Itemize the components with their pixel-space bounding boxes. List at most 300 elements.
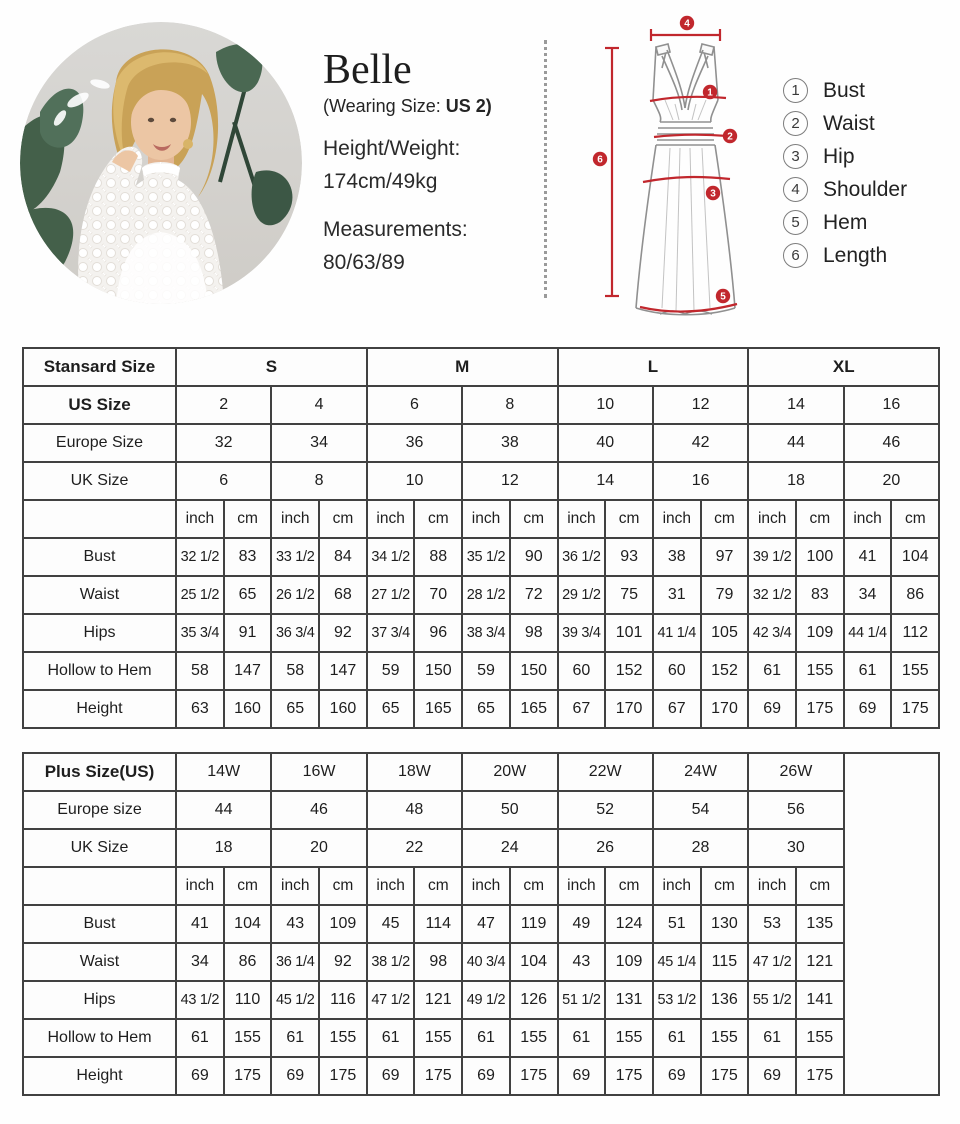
measurement-cell: 65 xyxy=(462,690,510,728)
unit-header-cell: cm xyxy=(510,500,558,538)
dress-diagram xyxy=(590,8,775,320)
measurement-cell: 155 xyxy=(224,1019,272,1057)
unit-header-cell: inch xyxy=(653,867,701,905)
uk-size-cell: 12 xyxy=(462,462,557,500)
measurement-cell: 34 xyxy=(176,943,224,981)
measurement-cell: 175 xyxy=(605,1057,653,1095)
us-size-cell: 16 xyxy=(844,386,939,424)
europe-size-cell: 34 xyxy=(271,424,366,462)
measurement-cell: 79 xyxy=(701,576,749,614)
circled-number-icon: 6 xyxy=(783,243,808,268)
measurement-cell: 40 3/4 xyxy=(462,943,510,981)
unit-header-cell: cm xyxy=(701,867,749,905)
marker-hem: 5 xyxy=(720,291,726,303)
measurement-cell: 104 xyxy=(891,538,939,576)
measurement-cell: 45 1/4 xyxy=(653,943,701,981)
measurement-cell: 91 xyxy=(224,614,272,652)
measurements xyxy=(323,214,538,279)
measurement-label: Waist xyxy=(23,943,176,981)
circled-number-icon: 5 xyxy=(783,210,808,235)
uk-size-cell: 14 xyxy=(558,462,653,500)
europe-size-cell: 46 xyxy=(271,791,366,829)
measurement-cell: 121 xyxy=(796,943,844,981)
measurement-cell: 70 xyxy=(414,576,462,614)
uk-size-cell: 20 xyxy=(271,829,366,867)
measurement-cell: 86 xyxy=(224,943,272,981)
europe-size-cell: 52 xyxy=(558,791,653,829)
uk-size-cell: 24 xyxy=(462,829,557,867)
unit-header-cell: inch xyxy=(367,500,415,538)
uk-size-cell: 16 xyxy=(653,462,748,500)
measurement-cell: 65 xyxy=(224,576,272,614)
measurements-value: 80/63/89 xyxy=(323,250,405,274)
europe-size-cell: 42 xyxy=(653,424,748,462)
measurement-cell: 90 xyxy=(510,538,558,576)
plus-size-row xyxy=(23,753,939,791)
uk-size-label: UK Size xyxy=(23,462,176,500)
uk-size-cell: 6 xyxy=(176,462,271,500)
size-group-row xyxy=(23,348,939,386)
measurement-cell: 155 xyxy=(510,1019,558,1057)
measurement-cell: 165 xyxy=(414,690,462,728)
uk-size-row xyxy=(23,462,939,500)
unit-header-cell: cm xyxy=(796,867,844,905)
measurement-cell: 147 xyxy=(224,652,272,690)
plus-size-title: Plus Size(US) xyxy=(23,753,176,791)
measurement-cell: 28 1/2 xyxy=(462,576,510,614)
europe-size-cell: 38 xyxy=(462,424,557,462)
measurement-cell: 92 xyxy=(319,943,367,981)
measurement-cell: 41 xyxy=(844,538,892,576)
measurement-cell: 69 xyxy=(271,1057,319,1095)
circled-number-icon: 2 xyxy=(783,111,808,136)
measurement-row xyxy=(23,576,939,614)
unit-header-cell: inch xyxy=(462,867,510,905)
wearing-size xyxy=(323,96,538,117)
wearing-size-label: (Wearing Size: xyxy=(323,96,441,117)
measurement-label: Bust xyxy=(23,905,176,943)
us-size-row xyxy=(23,386,939,424)
measurement-cell: 53 1/2 xyxy=(653,981,701,1019)
measurement-label: Bust xyxy=(23,538,176,576)
measure-lines xyxy=(605,29,737,312)
measurement-cell: 61 xyxy=(844,652,892,690)
measurement-cell: 55 1/2 xyxy=(748,981,796,1019)
legend-label: Hem xyxy=(823,210,868,234)
measurement-cell: 155 xyxy=(319,1019,367,1057)
uk-size-cell: 30 xyxy=(748,829,843,867)
measurement-cell: 109 xyxy=(319,905,367,943)
measurement-cell: 29 1/2 xyxy=(558,576,606,614)
uk-size-row xyxy=(23,829,939,867)
model-photo-illustration xyxy=(20,22,302,304)
measurement-cell: 45 1/2 xyxy=(271,981,319,1019)
marker-hip: 3 xyxy=(710,188,716,200)
marker-waist: 2 xyxy=(727,131,733,143)
legend-label: Length xyxy=(823,243,888,267)
measurement-cell: 36 3/4 xyxy=(271,614,319,652)
measurement-cell: 112 xyxy=(891,614,939,652)
measurement-cell: 69 xyxy=(844,690,892,728)
measurement-cell: 98 xyxy=(414,943,462,981)
measurement-cell: 60 xyxy=(558,652,606,690)
measurement-row xyxy=(23,652,939,690)
unit-header-cell: inch xyxy=(176,500,224,538)
measurement-cell: 175 xyxy=(510,1057,558,1095)
measurement-cell: 92 xyxy=(319,614,367,652)
unit-header-cell: cm xyxy=(414,500,462,538)
europe-size-cell: 44 xyxy=(176,791,271,829)
unit-header-cell: cm xyxy=(224,867,272,905)
measurement-row xyxy=(23,981,939,1019)
measurement-cell: 165 xyxy=(510,690,558,728)
measurement-row xyxy=(23,1019,939,1057)
unit-header-cell: cm xyxy=(319,867,367,905)
measurement-cell: 34 xyxy=(844,576,892,614)
unit-header-cell: inch xyxy=(748,500,796,538)
uk-size-cell: 28 xyxy=(653,829,748,867)
measurement-cell: 175 xyxy=(414,1057,462,1095)
measurement-label: Hips xyxy=(23,614,176,652)
unit-header-cell: inch xyxy=(176,867,224,905)
us-size-cell: 2 xyxy=(176,386,271,424)
measurement-cell: 39 3/4 xyxy=(558,614,606,652)
measurement-cell: 105 xyxy=(701,614,749,652)
size-group-header: S xyxy=(176,348,367,386)
measurement-cell: 43 xyxy=(558,943,606,981)
us-size-cell: 12 xyxy=(653,386,748,424)
dress-diagram-svg xyxy=(590,8,775,320)
measurement-cell: 175 xyxy=(796,690,844,728)
measurement-cell: 141 xyxy=(796,981,844,1019)
measurement-cell: 61 xyxy=(558,1019,606,1057)
measurement-cell: 49 1/2 xyxy=(462,981,510,1019)
measurement-cell: 34 1/2 xyxy=(367,538,415,576)
europe-size-cell: 48 xyxy=(367,791,462,829)
measurement-cell: 136 xyxy=(701,981,749,1019)
measurement-cell: 96 xyxy=(414,614,462,652)
measurement-cell: 35 3/4 xyxy=(176,614,224,652)
measurement-cell: 38 3/4 xyxy=(462,614,510,652)
measurement-cell: 116 xyxy=(319,981,367,1019)
measurement-cell: 88 xyxy=(414,538,462,576)
dress-fold-lines xyxy=(662,100,710,311)
measurement-cell: 38 1/2 xyxy=(367,943,415,981)
measurement-cell: 175 xyxy=(891,690,939,728)
wearing-size-value: US 2) xyxy=(445,96,492,117)
plus-size-table xyxy=(22,752,940,1096)
measurement-cell: 104 xyxy=(224,905,272,943)
legend-item-shoulder xyxy=(783,173,948,206)
measurement-cell: 47 1/2 xyxy=(367,981,415,1019)
measurement-cell: 53 xyxy=(748,905,796,943)
measurement-cell: 42 3/4 xyxy=(748,614,796,652)
europe-size-row xyxy=(23,791,939,829)
marker-bust: 1 xyxy=(707,87,713,99)
measurement-cell: 69 xyxy=(748,1057,796,1095)
measurement-cell: 72 xyxy=(510,576,558,614)
measurement-cell: 43 1/2 xyxy=(176,981,224,1019)
measurement-cell: 36 1/4 xyxy=(271,943,319,981)
measurement-cell: 67 xyxy=(653,690,701,728)
measurement-cell: 83 xyxy=(224,538,272,576)
standard-size-title: Stansard Size xyxy=(23,348,176,386)
measurement-label: Waist xyxy=(23,576,176,614)
legend-label: Bust xyxy=(823,78,866,102)
measurement-row xyxy=(23,943,939,981)
measurement-row xyxy=(23,905,939,943)
measurement-cell: 31 xyxy=(653,576,701,614)
measurement-cell: 100 xyxy=(796,538,844,576)
measurement-cell: 61 xyxy=(748,1019,796,1057)
measurement-cell: 58 xyxy=(176,652,224,690)
measurement-cell: 61 xyxy=(367,1019,415,1057)
unit-header-cell: cm xyxy=(414,867,462,905)
size-group-header: M xyxy=(367,348,558,386)
measurement-cell: 25 1/2 xyxy=(176,576,224,614)
measurement-cell: 152 xyxy=(605,652,653,690)
measurement-cell: 39 1/2 xyxy=(748,538,796,576)
europe-size-cell: 40 xyxy=(558,424,653,462)
measurement-cell: 119 xyxy=(510,905,558,943)
measurement-cell: 130 xyxy=(701,905,749,943)
dotted-divider xyxy=(544,40,547,298)
measurement-cell: 51 xyxy=(653,905,701,943)
measurement-cell: 126 xyxy=(510,981,558,1019)
unit-header-cell: inch xyxy=(558,500,606,538)
measurement-cell: 47 xyxy=(462,905,510,943)
measurement-cell: 175 xyxy=(224,1057,272,1095)
measurement-cell: 110 xyxy=(224,981,272,1019)
measurement-label: Hollow to Hem xyxy=(23,652,176,690)
measurement-cell: 61 xyxy=(462,1019,510,1057)
measurement-cell: 61 xyxy=(653,1019,701,1057)
uk-size-label: UK Size xyxy=(23,829,176,867)
europe-size-row xyxy=(23,424,939,462)
size-group-header: L xyxy=(558,348,749,386)
measurement-cell: 69 xyxy=(176,1057,224,1095)
measurement-label: Hollow to Hem xyxy=(23,1019,176,1057)
empty-trailing-cell xyxy=(844,753,939,1095)
measurement-cell: 131 xyxy=(605,981,653,1019)
measurement-cell: 135 xyxy=(796,905,844,943)
measurement-cell: 45 xyxy=(367,905,415,943)
measurement-cell: 155 xyxy=(701,1019,749,1057)
measurement-cell: 155 xyxy=(796,652,844,690)
unit-header-cell: cm xyxy=(319,500,367,538)
measurement-cell: 35 1/2 xyxy=(462,538,510,576)
measurement-cell: 69 xyxy=(653,1057,701,1095)
plus-size-header: 22W xyxy=(558,753,653,791)
height-weight xyxy=(323,133,538,198)
measurement-cell: 33 1/2 xyxy=(271,538,319,576)
measurement-cell: 155 xyxy=(414,1019,462,1057)
top-section xyxy=(0,0,960,345)
measurement-cell: 38 xyxy=(653,538,701,576)
legend-label: Hip xyxy=(823,144,855,168)
measurement-label: Height xyxy=(23,690,176,728)
measurement-cell: 124 xyxy=(605,905,653,943)
measurement-cell: 61 xyxy=(748,652,796,690)
uk-size-cell: 22 xyxy=(367,829,462,867)
measurement-cell: 114 xyxy=(414,905,462,943)
uk-size-cell: 8 xyxy=(271,462,366,500)
plus-size-header: 14W xyxy=(176,753,271,791)
measurement-row xyxy=(23,1057,939,1095)
measurement-cell: 26 1/2 xyxy=(271,576,319,614)
plus-size-header: 26W xyxy=(748,753,843,791)
unit-header-cell: inch xyxy=(271,867,319,905)
measurement-cell: 43 xyxy=(271,905,319,943)
uk-size-cell: 20 xyxy=(844,462,939,500)
measurement-label: Hips xyxy=(23,981,176,1019)
measurement-cell: 147 xyxy=(319,652,367,690)
measurement-cell: 175 xyxy=(796,1057,844,1095)
measurement-cell: 69 xyxy=(367,1057,415,1095)
legend-item-hem xyxy=(783,206,948,239)
empty-corner-cell xyxy=(23,500,176,538)
legend-item-waist xyxy=(783,107,948,140)
measurements-label: Measurements: xyxy=(323,218,468,242)
measurement-cell: 51 1/2 xyxy=(558,981,606,1019)
measurement-cell: 109 xyxy=(796,614,844,652)
legend-item-hip xyxy=(783,140,948,173)
circled-number-icon: 1 xyxy=(783,78,808,103)
unit-header-cell: cm xyxy=(796,500,844,538)
measurement-cell: 65 xyxy=(367,690,415,728)
measurement-label: Height xyxy=(23,1057,176,1095)
measurement-cell: 150 xyxy=(510,652,558,690)
unit-header-cell: inch xyxy=(748,867,796,905)
europe-size-label: Europe size xyxy=(23,791,176,829)
measurement-cell: 36 1/2 xyxy=(558,538,606,576)
measurement-cell: 60 xyxy=(653,652,701,690)
unit-header-row xyxy=(23,867,939,905)
measurement-cell: 109 xyxy=(605,943,653,981)
measurement-cell: 58 xyxy=(271,652,319,690)
europe-size-cell: 54 xyxy=(653,791,748,829)
measurement-cell: 63 xyxy=(176,690,224,728)
legend-label: Waist xyxy=(823,111,875,135)
us-size-label: US Size xyxy=(23,386,176,424)
measurement-cell: 47 1/2 xyxy=(748,943,796,981)
unit-header-cell: cm xyxy=(510,867,558,905)
circled-number-icon: 3 xyxy=(783,144,808,169)
plus-size-header: 18W xyxy=(367,753,462,791)
height-weight-value: 174cm/49kg xyxy=(323,169,438,193)
unit-header-cell: inch xyxy=(558,867,606,905)
measurement-cell: 65 xyxy=(271,690,319,728)
measurement-cell: 115 xyxy=(701,943,749,981)
unit-header-cell: cm xyxy=(224,500,272,538)
uk-size-cell: 18 xyxy=(748,462,843,500)
europe-size-cell: 50 xyxy=(462,791,557,829)
measurement-cell: 160 xyxy=(224,690,272,728)
legend-item-length xyxy=(783,239,948,272)
europe-size-cell: 46 xyxy=(844,424,939,462)
measurement-cell: 44 1/4 xyxy=(844,614,892,652)
measurement-cell: 37 3/4 xyxy=(367,614,415,652)
europe-size-label: Europe Size xyxy=(23,424,176,462)
size-group-header: XL xyxy=(748,348,939,386)
measurement-cell: 61 xyxy=(271,1019,319,1057)
measurement-cell: 69 xyxy=(748,690,796,728)
standard-size-table xyxy=(22,347,940,729)
marker-length: 6 xyxy=(597,154,603,166)
unit-header-cell: cm xyxy=(701,500,749,538)
measurement-cell: 61 xyxy=(176,1019,224,1057)
measurement-cell: 175 xyxy=(319,1057,367,1095)
plus-size-header: 20W xyxy=(462,753,557,791)
dress-sketch xyxy=(636,44,735,315)
measurement-cell: 155 xyxy=(796,1019,844,1057)
legend-item-bust xyxy=(783,74,948,107)
measurement-cell: 68 xyxy=(319,576,367,614)
measurement-cell: 170 xyxy=(701,690,749,728)
model-name: Belle xyxy=(323,47,412,93)
unit-header-row xyxy=(23,500,939,538)
measurement-cell: 84 xyxy=(319,538,367,576)
measurement-cell: 69 xyxy=(558,1057,606,1095)
unit-header-cell: inch xyxy=(271,500,319,538)
uk-size-cell: 18 xyxy=(176,829,271,867)
measurement-cell: 98 xyxy=(510,614,558,652)
measurement-cell: 69 xyxy=(462,1057,510,1095)
us-size-cell: 14 xyxy=(748,386,843,424)
measurement-cell: 41 1/4 xyxy=(653,614,701,652)
measurement-cell: 83 xyxy=(796,576,844,614)
unit-header-cell: cm xyxy=(605,500,653,538)
unit-header-cell: inch xyxy=(653,500,701,538)
uk-size-cell: 26 xyxy=(558,829,653,867)
measurement-row xyxy=(23,614,939,652)
us-size-cell: 10 xyxy=(558,386,653,424)
unit-header-cell: inch xyxy=(844,500,892,538)
plus-size-header: 16W xyxy=(271,753,366,791)
measurement-cell: 49 xyxy=(558,905,606,943)
measurement-cell: 101 xyxy=(605,614,653,652)
uk-size-cell: 10 xyxy=(367,462,462,500)
measurement-cell: 152 xyxy=(701,652,749,690)
model-photo xyxy=(20,22,302,304)
circled-number-icon: 4 xyxy=(783,177,808,202)
measurement-cell: 155 xyxy=(891,652,939,690)
legend-label: Shoulder xyxy=(823,177,908,201)
unit-header-cell: cm xyxy=(891,500,939,538)
us-size-cell: 8 xyxy=(462,386,557,424)
measurement-cell: 41 xyxy=(176,905,224,943)
model-info xyxy=(323,48,538,279)
europe-size-cell: 32 xyxy=(176,424,271,462)
measurement-cell: 75 xyxy=(605,576,653,614)
measurement-cell: 59 xyxy=(367,652,415,690)
plus-size-header: 24W xyxy=(653,753,748,791)
measurement-cell: 93 xyxy=(605,538,653,576)
measurement-cell: 104 xyxy=(510,943,558,981)
measurement-cell: 27 1/2 xyxy=(367,576,415,614)
measurement-cell: 32 1/2 xyxy=(748,576,796,614)
measurement-cell: 86 xyxy=(891,576,939,614)
empty-corner-cell xyxy=(23,867,176,905)
measurement-cell: 175 xyxy=(701,1057,749,1095)
unit-header-cell: inch xyxy=(367,867,415,905)
us-size-cell: 4 xyxy=(271,386,366,424)
height-weight-label: Height/Weight: xyxy=(323,137,461,161)
measurement-cell: 59 xyxy=(462,652,510,690)
measurement-cell: 97 xyxy=(701,538,749,576)
us-size-cell: 6 xyxy=(367,386,462,424)
measurement-cell: 150 xyxy=(414,652,462,690)
